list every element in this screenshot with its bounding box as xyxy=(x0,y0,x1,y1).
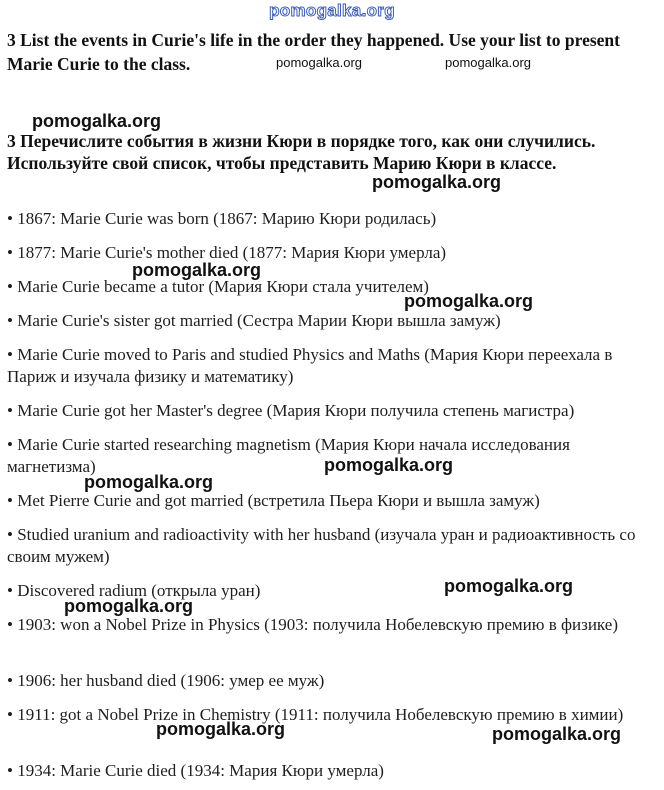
list-item: • 1867: Marie Curie was born (1867: Марию Кюри родилась) xyxy=(7,209,437,228)
list-item: • Marie Curie started researching magnetism (Мария Кюри начала исследования магнетизма) xyxy=(7,435,570,476)
watermark: pomogalka.org xyxy=(372,172,502,192)
watermark: pomogalka.org xyxy=(492,724,622,744)
list-item: • 1906: her husband died (1906: умер ее муж) xyxy=(7,671,325,690)
watermark: pomogalka.org xyxy=(156,719,286,739)
list-item: • Marie Curie's sister got married (Сестра Марии Кюри вышла замуж) xyxy=(7,311,501,330)
watermark: pomogalka.org xyxy=(84,472,214,492)
list-item: • Marie Curie became a tutor (Мария Кюри стала учителем) xyxy=(7,277,429,296)
list-item: • Met Pierre Curie and got married (встретила Пьера Кюри и вышла замуж) xyxy=(7,491,540,510)
watermark: pomogalka.org xyxy=(444,576,574,596)
list-item: • Marie Curie moved to Paris and studied Physics and Maths (Мария Кюри переехала в Париж и изучала физику и математику) xyxy=(7,345,613,386)
watermark: pomogalka.org xyxy=(404,291,534,311)
list-item: • Studied uranium and radioactivity with her husband (изучала уран и радиоактивность со своим мужем) xyxy=(7,525,636,566)
list-item: • Marie Curie got her Master's degree (Мария Кюри получила степень магистра) xyxy=(7,401,575,420)
list-item: • 1911: got a Nobel Prize in Chemistry (1911: получила Нобелевскую премию в химии) xyxy=(7,705,624,724)
list-item: • 1877: Marie Curie's mother died (1877: Мария Кюри умерла) xyxy=(7,243,447,262)
watermark: pomogalka.org xyxy=(32,111,162,131)
watermark: pomogalka.org xyxy=(132,260,262,280)
watermark: pomogalka.org xyxy=(64,596,194,616)
task-heading-english: 3 List the events in Curie's life in the order they happened. Use your list to present Marie Curie to the class. xyxy=(7,30,620,74)
watermark: pomogalka.org xyxy=(324,455,454,475)
site-banner[interactable]: pomogalka.org xyxy=(269,1,395,20)
list-item: • 1934: Marie Curie died (1934: Мария Кюри умерла) xyxy=(7,761,384,780)
watermark-inline: pomogalka.org xyxy=(445,55,531,70)
list-item: • Discovered radium (открыла уран) xyxy=(7,581,261,600)
watermark-inline: pomogalka.org xyxy=(276,55,362,70)
list-item: • 1903: won a Nobel Prize in Physics (1903: получила Нобелевскую премию в физике) xyxy=(7,615,618,634)
task-heading-russian: 3 Перечислите события в жизни Кюри в порядке того, как они случились. Используйте свой список, чтобы представить Марию Кюри в классе. xyxy=(7,131,596,173)
